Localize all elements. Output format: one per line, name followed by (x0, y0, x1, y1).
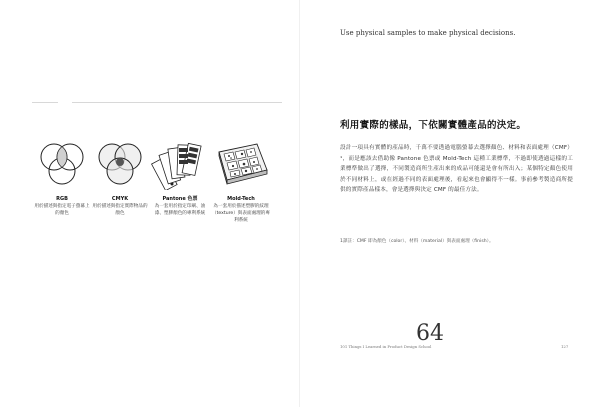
mold-tech-sample-icon (213, 140, 271, 188)
running-footer-title: 101 Things I Learned in Product Design School (340, 344, 432, 349)
sample-caption-cmyk (91, 196, 149, 217)
sample-title: CMYK (111, 196, 129, 202)
translator-footnote: 1譯註：CMF 即為顏色（color）、材料（material）與表面處理（finish）。 (340, 239, 494, 244)
folio-number: 127 (561, 344, 569, 349)
sample-caption-pantone (151, 196, 209, 217)
body-paragraph: 設計一項具有實體的產品時，千萬不要透過電腦螢幕去選擇顏色、材料和表面處理（CMF）¹，而是應該去借助像 Pantone 色票或 Mold-Tech 這種工業標準，不過即使透過這樣的工業標準做出了選擇，不同製造商所生產出來的成品可能還是會有所出入；某個特定顏色使用於不同材料上，或在經過不同的表面處理後，看起來也會顯得不一樣。事前參考製造商所提供的實際產品樣本，會是選擇與決定 CMF 的最佳方法。 (340, 145, 573, 194)
english-heading: Use physical samples to make physical decisions. (340, 29, 516, 37)
chinese-heading: 利用實際的樣品，下依關實體產品的決定。 (340, 120, 527, 131)
sample-title: RGB (56, 196, 68, 202)
pantone-swatch-icon (150, 136, 208, 190)
cmyk-venn-icon (91, 138, 149, 190)
sample-caption-rgb (33, 196, 91, 217)
page-number: 64 (416, 321, 444, 346)
sample-description: 用於描述與指定電子螢幕上的顏色 (34, 204, 90, 216)
sample-description: 用於描述與指定實際物品的顏色 (92, 204, 148, 216)
rgb-venn-icon (33, 138, 91, 190)
right-page (300, 0, 600, 407)
sample-caption-mold-tech (212, 196, 270, 224)
sample-description: 為一套用於描述塑膠的紋理（texture）與表面處理的專利系統 (212, 204, 270, 223)
sample-description: 為一套用於指定印刷、油漆、塑膠顏色的專利系統 (154, 204, 206, 216)
divider-rule (32, 102, 58, 103)
divider-rule (72, 102, 282, 103)
sample-title: Mold-Tech (227, 196, 255, 202)
sample-title: Pantone 色票 (162, 196, 198, 202)
